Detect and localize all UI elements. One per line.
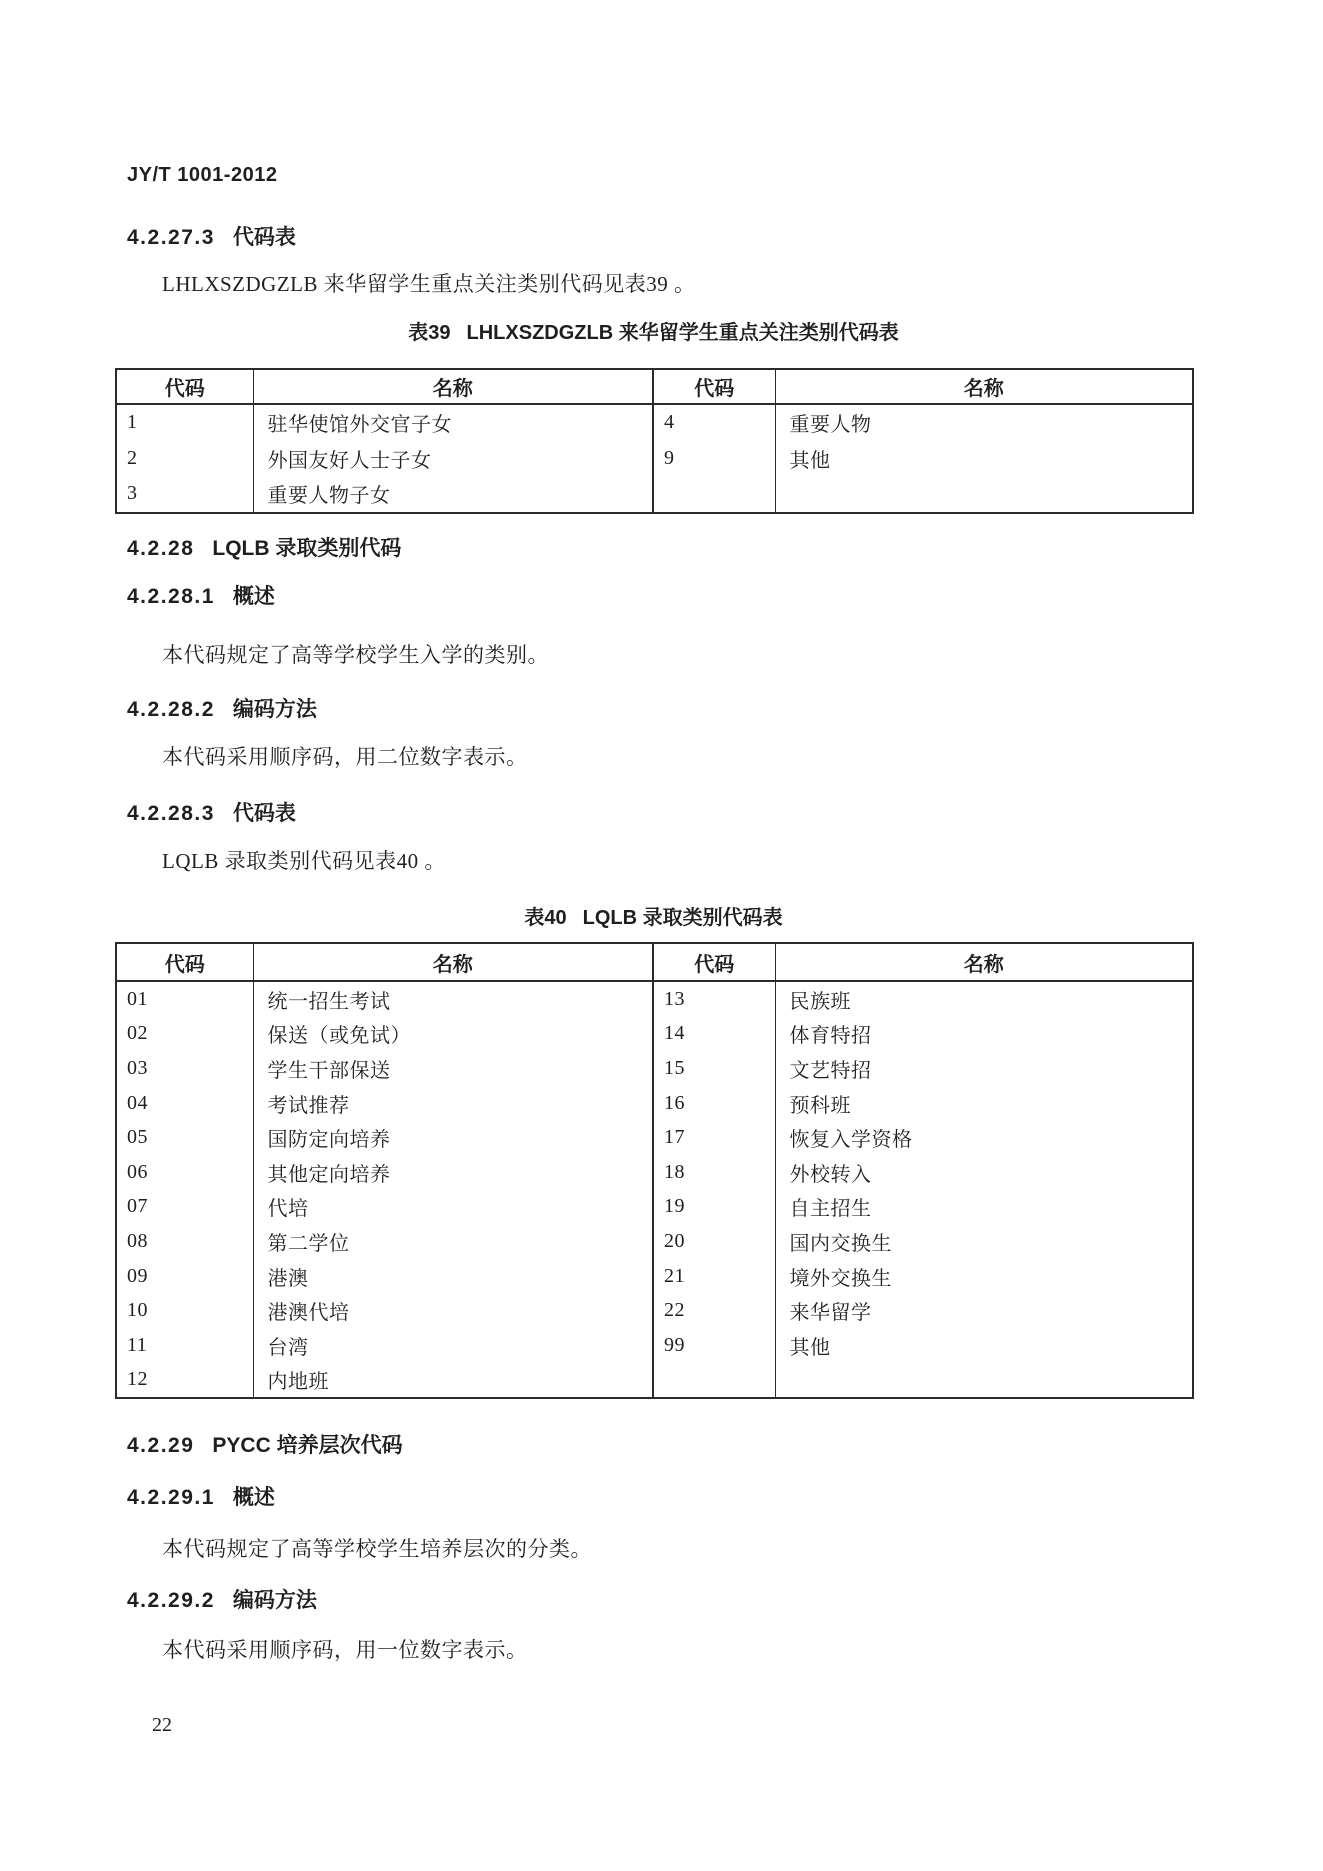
name-cell: 港澳代培 bbox=[253, 1293, 653, 1328]
name-cell: 代培 bbox=[253, 1190, 653, 1225]
section-number: 4.2.28 bbox=[127, 537, 195, 560]
name-cell: 其他 bbox=[789, 1336, 831, 1359]
section-number: 4.2.29.1 bbox=[127, 1486, 215, 1509]
code-cell: 10 bbox=[116, 1293, 253, 1328]
name-cell: 港澳 bbox=[253, 1259, 653, 1294]
name-cell: 台湾 bbox=[253, 1328, 653, 1363]
code-cell: 20 bbox=[653, 1224, 775, 1259]
name-cell: 境外交换生 bbox=[789, 1267, 892, 1290]
section-title: 编码方法 bbox=[232, 698, 317, 721]
name-cell: 保送（或免试） bbox=[253, 1017, 653, 1052]
section-heading-4-2-28-1 bbox=[127, 580, 275, 610]
section-number: 4.2.27.3 bbox=[127, 226, 215, 249]
section-heading-4-2-28-2 bbox=[127, 693, 317, 723]
name-cell: 其他定向培养 bbox=[253, 1155, 653, 1190]
paragraph-table40-reference: LQLB 录取类别代码见表40 。 bbox=[162, 849, 446, 873]
section-number: 4.2.28.1 bbox=[127, 585, 215, 608]
name-cell: 国防定向培养 bbox=[253, 1120, 653, 1155]
code-cell: 2 bbox=[116, 441, 253, 477]
code-cell bbox=[653, 1363, 775, 1399]
table-row bbox=[116, 1363, 1193, 1399]
table-caption-title: LHLXSZDGZLB 来华留学生重点关注类别代码表 bbox=[466, 322, 899, 344]
code-cell: 22 bbox=[653, 1293, 775, 1328]
code-cell: 02 bbox=[116, 1017, 253, 1052]
code-cell: 01 bbox=[116, 981, 253, 1017]
code-cell: 11 bbox=[116, 1328, 253, 1363]
table39-caption bbox=[115, 316, 1192, 345]
table-row bbox=[116, 1328, 1193, 1363]
column-header: 名称 bbox=[253, 943, 653, 981]
name-cell: 驻华使馆外交官子女 bbox=[253, 404, 653, 441]
section-title: 编码方法 bbox=[232, 1589, 317, 1612]
section-heading-4-2-27-3 bbox=[127, 221, 296, 251]
code-cell: 13 bbox=[653, 981, 775, 1017]
name-cell: 恢复入学资格 bbox=[789, 1129, 913, 1152]
table-row bbox=[116, 1293, 1193, 1328]
name-cell bbox=[775, 1363, 1193, 1399]
name-cell: 内地班 bbox=[253, 1363, 653, 1399]
table-row bbox=[116, 476, 1193, 513]
table40-caption bbox=[115, 901, 1192, 930]
paragraph-4-2-29-1: 本代码规定了高等学校学生培养层次的分类。 bbox=[162, 1537, 592, 1561]
section-title: 代码表 bbox=[232, 226, 296, 249]
table-header-row bbox=[116, 369, 1193, 404]
code-cell: 06 bbox=[116, 1155, 253, 1190]
table-39 bbox=[115, 368, 1194, 514]
code-cell: 9 bbox=[653, 441, 775, 477]
name-cell: 国内交换生 bbox=[789, 1232, 892, 1255]
name-cell: 外国友好人士子女 bbox=[253, 441, 653, 477]
code-cell: 04 bbox=[116, 1086, 253, 1121]
table-row bbox=[116, 1190, 1193, 1225]
code-cell: 21 bbox=[653, 1259, 775, 1294]
name-cell bbox=[775, 476, 1193, 513]
name-cell: 重要人物 bbox=[789, 414, 872, 437]
code-cell: 3 bbox=[116, 476, 253, 513]
table-row bbox=[116, 1259, 1193, 1294]
code-cell: 08 bbox=[116, 1224, 253, 1259]
code-cell: 07 bbox=[116, 1190, 253, 1225]
name-cell: 来华留学 bbox=[789, 1302, 872, 1325]
table-header-row bbox=[116, 943, 1193, 981]
section-heading-4-2-28 bbox=[127, 532, 401, 562]
column-header: 代码 bbox=[653, 943, 775, 981]
name-cell: 考试推荐 bbox=[253, 1086, 653, 1121]
code-cell: 05 bbox=[116, 1120, 253, 1155]
table-row bbox=[116, 404, 1193, 441]
code-cell: 12 bbox=[116, 1363, 253, 1399]
table-row bbox=[116, 1224, 1193, 1259]
column-header: 代码 bbox=[116, 943, 253, 981]
paragraph-4-2-28-2: 本代码采用顺序码，用二位数字表示。 bbox=[162, 745, 528, 769]
table-row bbox=[116, 1120, 1193, 1155]
code-cell: 14 bbox=[653, 1017, 775, 1052]
table-row bbox=[116, 1017, 1193, 1052]
column-header: 代码 bbox=[653, 369, 775, 404]
name-cell: 民族班 bbox=[789, 990, 851, 1013]
name-cell: 重要人物子女 bbox=[253, 476, 653, 513]
section-heading-4-2-29 bbox=[127, 1429, 403, 1459]
code-cell: 1 bbox=[116, 404, 253, 441]
table-caption-label: 表40 bbox=[524, 907, 567, 929]
section-number: 4.2.28.2 bbox=[127, 698, 215, 721]
name-cell: 文艺特招 bbox=[789, 1059, 872, 1082]
section-number: 4.2.28.3 bbox=[127, 802, 215, 825]
section-title: 概述 bbox=[232, 585, 275, 608]
section-title: 代码表 bbox=[232, 802, 296, 825]
code-cell: 4 bbox=[653, 404, 775, 441]
column-header: 名称 bbox=[775, 369, 1193, 404]
name-cell: 学生干部保送 bbox=[253, 1051, 653, 1086]
table-caption-label: 表39 bbox=[408, 322, 451, 344]
code-cell: 17 bbox=[653, 1120, 775, 1155]
table-row bbox=[116, 1086, 1193, 1121]
paragraph-table39-reference: LHLXSZDGZLB 来华留学生重点关注类别代码见表39 。 bbox=[162, 272, 696, 296]
name-cell: 外校转入 bbox=[789, 1163, 872, 1186]
table-caption-title: LQLB 录取类别代码表 bbox=[582, 907, 783, 929]
section-title: LQLB 录取类别代码 bbox=[212, 537, 402, 560]
table-40 bbox=[115, 942, 1194, 1399]
section-title: 概述 bbox=[232, 1486, 275, 1509]
column-header: 名称 bbox=[775, 943, 1193, 981]
page-number: 22 bbox=[152, 1714, 172, 1736]
standard-number: JY/T 1001-2012 bbox=[127, 164, 278, 186]
code-cell: 19 bbox=[653, 1190, 775, 1225]
section-number: 4.2.29 bbox=[127, 1434, 195, 1457]
table-row bbox=[116, 1051, 1193, 1086]
section-title: PYCC 培养层次代码 bbox=[212, 1434, 403, 1457]
section-heading-4-2-29-2 bbox=[127, 1584, 317, 1614]
code-cell: 99 bbox=[653, 1328, 775, 1363]
table-row bbox=[116, 1155, 1193, 1190]
name-cell: 第二学位 bbox=[253, 1224, 653, 1259]
name-cell: 自主招生 bbox=[789, 1198, 872, 1221]
name-cell: 预科班 bbox=[789, 1094, 851, 1117]
table-row bbox=[116, 981, 1193, 1017]
name-cell: 统一招生考试 bbox=[253, 981, 653, 1017]
code-cell: 09 bbox=[116, 1259, 253, 1294]
column-header: 名称 bbox=[253, 369, 653, 404]
section-heading-4-2-28-3 bbox=[127, 797, 296, 827]
paragraph-4-2-28-1: 本代码规定了高等学校学生入学的类别。 bbox=[162, 643, 549, 667]
name-cell: 其他 bbox=[789, 449, 831, 472]
column-header: 代码 bbox=[116, 369, 253, 404]
code-cell: 03 bbox=[116, 1051, 253, 1086]
section-heading-4-2-29-1 bbox=[127, 1481, 275, 1511]
paragraph-4-2-29-2: 本代码采用顺序码，用一位数字表示。 bbox=[162, 1638, 528, 1662]
name-cell: 体育特招 bbox=[789, 1025, 872, 1048]
code-cell: 18 bbox=[653, 1155, 775, 1190]
code-cell: 15 bbox=[653, 1051, 775, 1086]
table-row bbox=[116, 441, 1193, 477]
code-cell bbox=[653, 476, 775, 513]
code-cell: 16 bbox=[653, 1086, 775, 1121]
section-number: 4.2.29.2 bbox=[127, 1589, 215, 1612]
